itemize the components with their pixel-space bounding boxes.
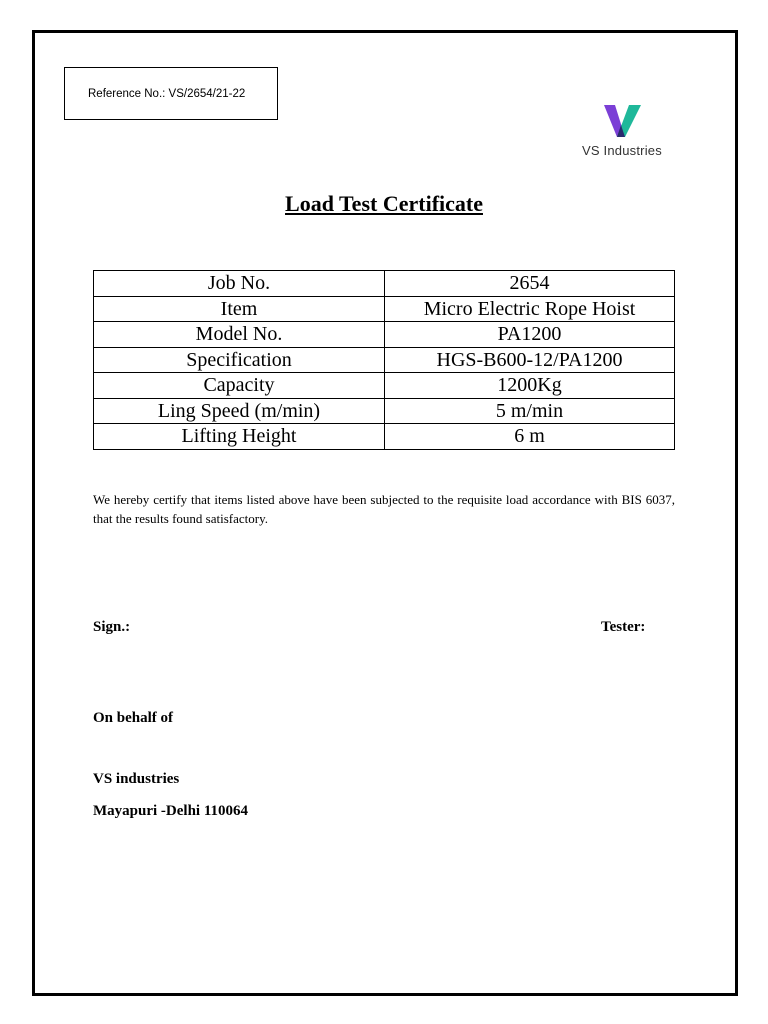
table-row — [94, 296, 675, 322]
table-row — [94, 398, 675, 424]
row-label: Item — [94, 296, 385, 322]
company-name: VS industries — [93, 771, 180, 787]
row-label: Specification — [94, 347, 385, 373]
vs-logo-icon — [603, 104, 643, 138]
table-row — [94, 424, 675, 450]
sign-label: Sign.: — [93, 619, 131, 635]
company-address: Mayapuri -Delhi 110064 — [93, 803, 249, 819]
row-value: 2654 — [385, 271, 675, 297]
table-row — [94, 373, 675, 399]
row-label: Capacity — [94, 373, 385, 399]
specification-table — [93, 270, 675, 450]
row-label: Job No. — [94, 271, 385, 297]
row-label: Lifting Height — [94, 424, 385, 450]
row-value: 6 m — [385, 424, 675, 450]
row-label: Model No. — [94, 322, 385, 348]
on-behalf-label: On behalf of — [93, 710, 174, 726]
table-row — [94, 271, 675, 297]
certification-statement: We hereby certify that items listed above have been subjected to the requisite load accordance with BIS 6037, that the results found satisfactory. — [93, 492, 675, 526]
table-row — [94, 322, 675, 348]
row-label: Ling Speed (m/min) — [94, 398, 385, 424]
reference-number: Reference No.: VS/2654/21-22 — [88, 87, 246, 100]
tester-label: Tester: — [601, 619, 646, 635]
company-logo — [578, 100, 678, 162]
reference-box — [64, 67, 278, 120]
table-row — [94, 347, 675, 373]
row-value: Micro Electric Rope Hoist — [385, 296, 675, 322]
row-value: PA1200 — [385, 322, 675, 348]
row-value: 1200Kg — [385, 373, 675, 399]
logo-company-name: VS Industries — [582, 143, 662, 158]
row-value: HGS-B600-12/PA1200 — [385, 347, 675, 373]
certificate-title: Load Test Certificate — [285, 191, 483, 216]
row-value: 5 m/min — [385, 398, 675, 424]
